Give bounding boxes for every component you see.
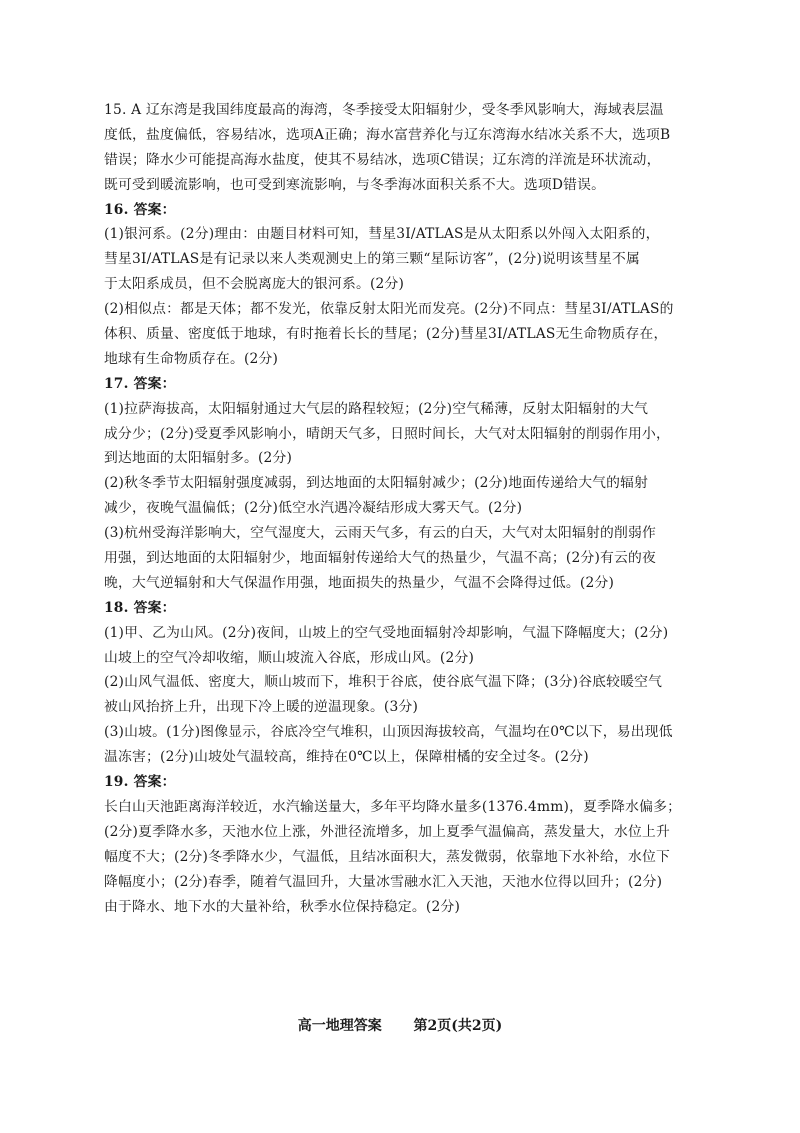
text-line: 用强，到达地面的太阳辐射少，地面辐射传递给大气的热量少，气温不高；(2分)有云的夜 [104,550,657,567]
text-line: 被山风抬挤上升，出现下冷上暖的逆温现象。(3分) [104,699,419,716]
text-line: 降幅度小；(2分)春季，随着气温回升，大量冰雪融水汇入天池，天池水位得以回升；(2分) [104,873,663,890]
text-line: (3)杭州受海洋影响大，空气湿度大，云雨天气多，有云的白天，大气对太阳辐射的削弱作 [104,525,657,542]
question-16-heading: 16. 答案： [104,201,176,218]
text-line: (1)甲、乙为山风。(2分)夜间，山坡上的空气受地面辐射冷却影响，气温下降幅度大；(2分) [104,624,669,641]
question-16-answer [104,198,702,372]
text-line: (1)银河系。(2分)理由：由题目材料可知，彗星3I/ATLAS是从太阳系以外闯入太阳系的， [104,226,660,243]
text-line: 成分少；(2分)受夏季风影响小，晴朗天气多，日照时间长，大气对太阳辐射的削弱作用小， [104,425,671,442]
footer-page-number: 第2页(共2页) [413,1018,503,1034]
text-line: 晚，大气逆辐射和大气保温作用强，地面损失的热量少，气温不会降得过低。(2分) [104,574,615,591]
text-line: 温冻害；(2分)山坡处气温较高，维持在0℃以上，保障柑橘的安全过冬。(2分) [104,749,589,766]
page-footer [0,1015,800,1035]
question-18-answer [104,596,702,770]
text-line: 长白山天池距离海洋较近，水汽输送量大，多年平均降水量多(1376.4mm)，夏季降水偏多； [104,798,682,815]
text-line: (2分)夏季降水多，天池水位上涨，外泄径流增多，加上夏季气温偏高，蒸发量大，水位上升 [104,823,671,840]
text-line: (2)山风气温低、密度大，顺山坡而下，堆积于谷底，使谷底气温下降；(3分)谷底较暖空气 [104,674,663,691]
text-line: (3)山坡。(1分)图像显示，谷底冷空气堆积，山顶因海拔较高，气温均在0℃以下，易出现低 [104,724,673,741]
footer-title: 高一地理答案 [297,1018,382,1034]
text-line: 彗星3I/ATLAS是有记录以来人类观测史上的第三颗“星际访客”，(2分)说明该彗星不属 [104,251,641,268]
text-line: 错误；降水少可能提高海水盐度，使其不易结冰，选项C错误；辽东湾的洋流是环状流动， [104,151,661,168]
question-17-heading: 17. 答案： [104,375,176,392]
text-line: 由于降水、地下水的大量补给，秋季水位保持稳定。(2分) [104,898,461,915]
text-line: (1)拉萨海拔高，太阳辐射通过大气层的路程较短；(2分)空气稀薄，反射太阳辐射的大气 [104,400,649,417]
text-line: 山坡上的空气冷却收缩，顺山坡流入谷底，形成山风。(2分) [104,649,475,666]
text-line: 体积、质量、密度低于地球，有时拖着长长的彗尾；(2分)彗星3I/ATLAS无生命物质存在， [104,326,668,343]
text-line: 15. A 辽东湾是我国纬度最高的海湾，冬季接受太阳辐射少，受冬季风影响大，海域表层温 [104,102,664,118]
text-line: 于太阳系成员，但不会脱离庞大的银河系。(2分) [104,276,405,293]
text-line: (2)秋冬季节太阳辐射强度减弱，到达地面的太阳辐射减少；(2分)地面传递给大气的辐射 [104,475,649,492]
text-line: (2)相似点：都是天体；都不发光，依靠反射太阳光而发亮。(2分)不同点：彗星3I/ATLAS的 [104,301,674,318]
question-18-heading: 18. 答案： [104,599,176,616]
question-17-answer [104,372,702,596]
text-line: 幅度不大；(2分)冬季降水少，气温低，且结冰面积大，蒸发微弱，依靠地下水补给，水位下 [104,848,671,865]
text-line: 度低，盐度偏低，容易结冰，选项A正确；海水富营养化与辽东湾海水结冰关系不大，选项B [104,126,671,143]
question-15-answer [104,98,702,198]
text-line: 地球有生命物质存在。(2分) [104,350,279,367]
question-19-heading: 19. 答案： [104,774,176,791]
text-line: 到达地面的太阳辐射多。(2分) [104,450,293,467]
answer-document [104,98,702,919]
text-line: 既可受到暖流影响，也可受到寒流影响，与冬季海冰面积关系不大。选项D错误。 [104,176,606,193]
question-19-answer [104,770,702,919]
text-line: 减少，夜晚气温偏低；(2分)低空水汽遇冷凝结形成大雾天气。(2分) [104,500,523,517]
